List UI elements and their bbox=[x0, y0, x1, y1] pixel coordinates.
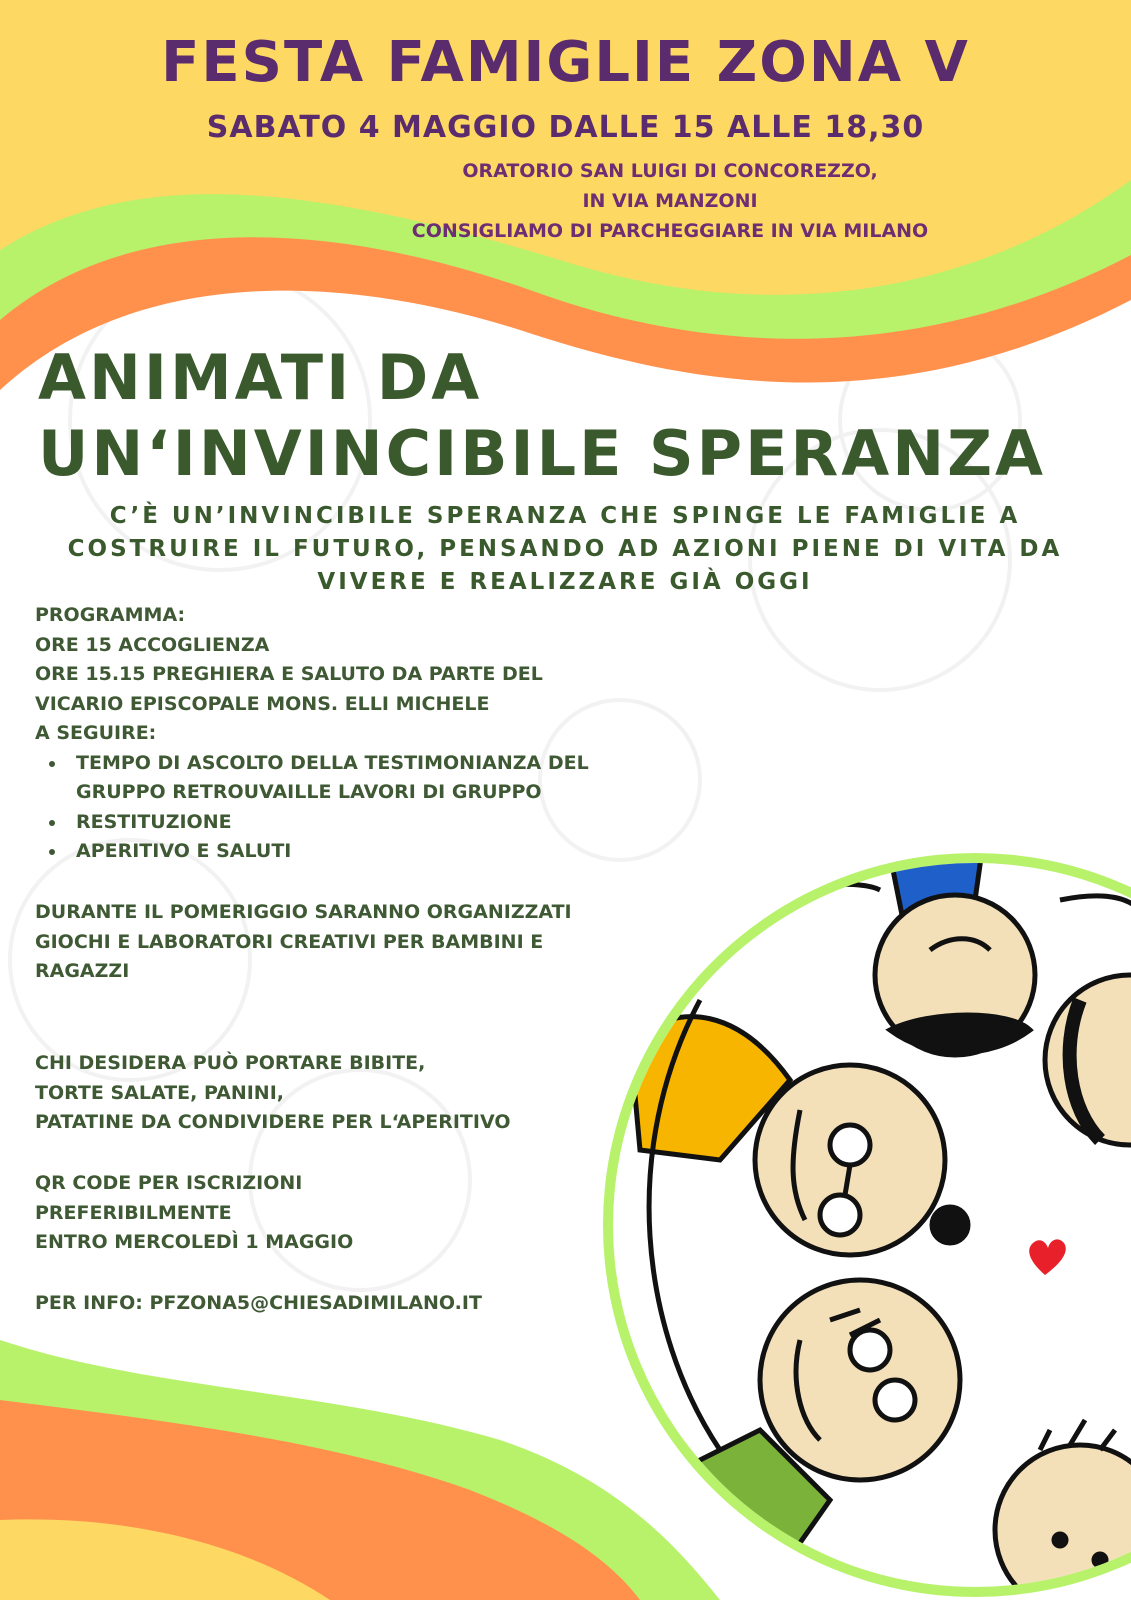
registration-line: PREFERIBILMENTE bbox=[35, 1201, 232, 1224]
program-line: A SEGUIRE: bbox=[35, 722, 157, 744]
program-bullet-item bbox=[35, 837, 589, 867]
bullet-icon bbox=[49, 849, 55, 855]
bullet-icon bbox=[49, 820, 55, 826]
program-line: ORE 15 ACCOGLIENZA bbox=[35, 633, 270, 656]
venue-line: CONSIGLIAMO DI PARCHEGGIARE IN VIA MILANO bbox=[411, 220, 929, 242]
program-line: ORE 15.15 PREGHIERA E SALUTO DA PARTE DEL bbox=[35, 663, 543, 685]
bring-line: PATATINE DA CONDIVIDERE PER L‘APERITIVO bbox=[35, 1111, 511, 1133]
registration-section bbox=[35, 1169, 353, 1258]
venue-line: IN VIA MANZONI bbox=[582, 190, 758, 212]
tagline-line: COSTRUIRE IL FUTURO, PENSANDO AD AZIONI PIENE DI VITA DA bbox=[67, 536, 1063, 562]
bullet-text: APERITIVO E SALUTI bbox=[76, 840, 292, 862]
bullet-text: GRUPPO RETROUVAILLE LAVORI DI GRUPPO bbox=[76, 781, 542, 803]
program-bullet-list bbox=[35, 749, 589, 867]
registration-line: QR CODE PER ISCRIZIONI bbox=[35, 1172, 303, 1194]
activities-line: DURANTE IL POMERIGGIO SARANNO ORGANIZZATI bbox=[35, 901, 572, 923]
registration-line: ENTRO MERCOLEDÌ 1 MAGGIO bbox=[35, 1231, 354, 1253]
activities-section bbox=[35, 898, 572, 987]
tagline-line: C’È UN’INVINCIBILE SPERANZA CHE SPINGE LE FAMIGLIE A bbox=[109, 503, 1021, 529]
bring-section bbox=[35, 1049, 510, 1138]
activities-line: RAGAZZI bbox=[35, 960, 130, 982]
bullet-text: TEMPO DI ASCOLTO DELLA TESTIMONIANZA DEL bbox=[76, 751, 589, 774]
headline-line: UN‘INVINCIBILE SPERANZA bbox=[38, 417, 1047, 490]
event-title: FESTA FAMIGLIE ZONA V bbox=[161, 30, 970, 95]
activities-line: GIOCHI E LABORATORI CREATIVI PER BAMBINI E bbox=[35, 930, 544, 953]
venue-line: ORATORIO SAN LUIGI DI CONCOREZZO, bbox=[462, 160, 878, 182]
tagline bbox=[15, 500, 1115, 599]
program-heading: PROGRAMMA: bbox=[35, 604, 186, 626]
tagline-line: VIVERE E REALIZZARE GIÀ OGGI bbox=[317, 569, 813, 595]
bring-line: TORTE SALATE, PANINI, bbox=[35, 1081, 284, 1104]
venue-info bbox=[330, 156, 1010, 246]
program-bullet-item bbox=[35, 808, 589, 838]
bring-line: CHI DESIDERA PUÒ PORTARE BIBITE, bbox=[35, 1052, 426, 1074]
program-line: VICARIO EPISCOPALE MONS. ELLI MICHELE bbox=[35, 692, 490, 715]
bullet-text: RESTITUZIONE bbox=[76, 810, 232, 833]
program-section bbox=[35, 601, 589, 867]
event-date-time: SABATO 4 MAGGIO DALLE 15 ALLE 18,30 bbox=[206, 110, 925, 145]
program-bullet-item bbox=[35, 749, 589, 808]
headline bbox=[38, 340, 1118, 492]
headline-line: ANIMATI DA bbox=[38, 341, 483, 414]
bullet-icon bbox=[49, 761, 55, 767]
contact-info: PER INFO: PFZONA5@CHIESADIMILANO.IT bbox=[35, 1292, 482, 1314]
